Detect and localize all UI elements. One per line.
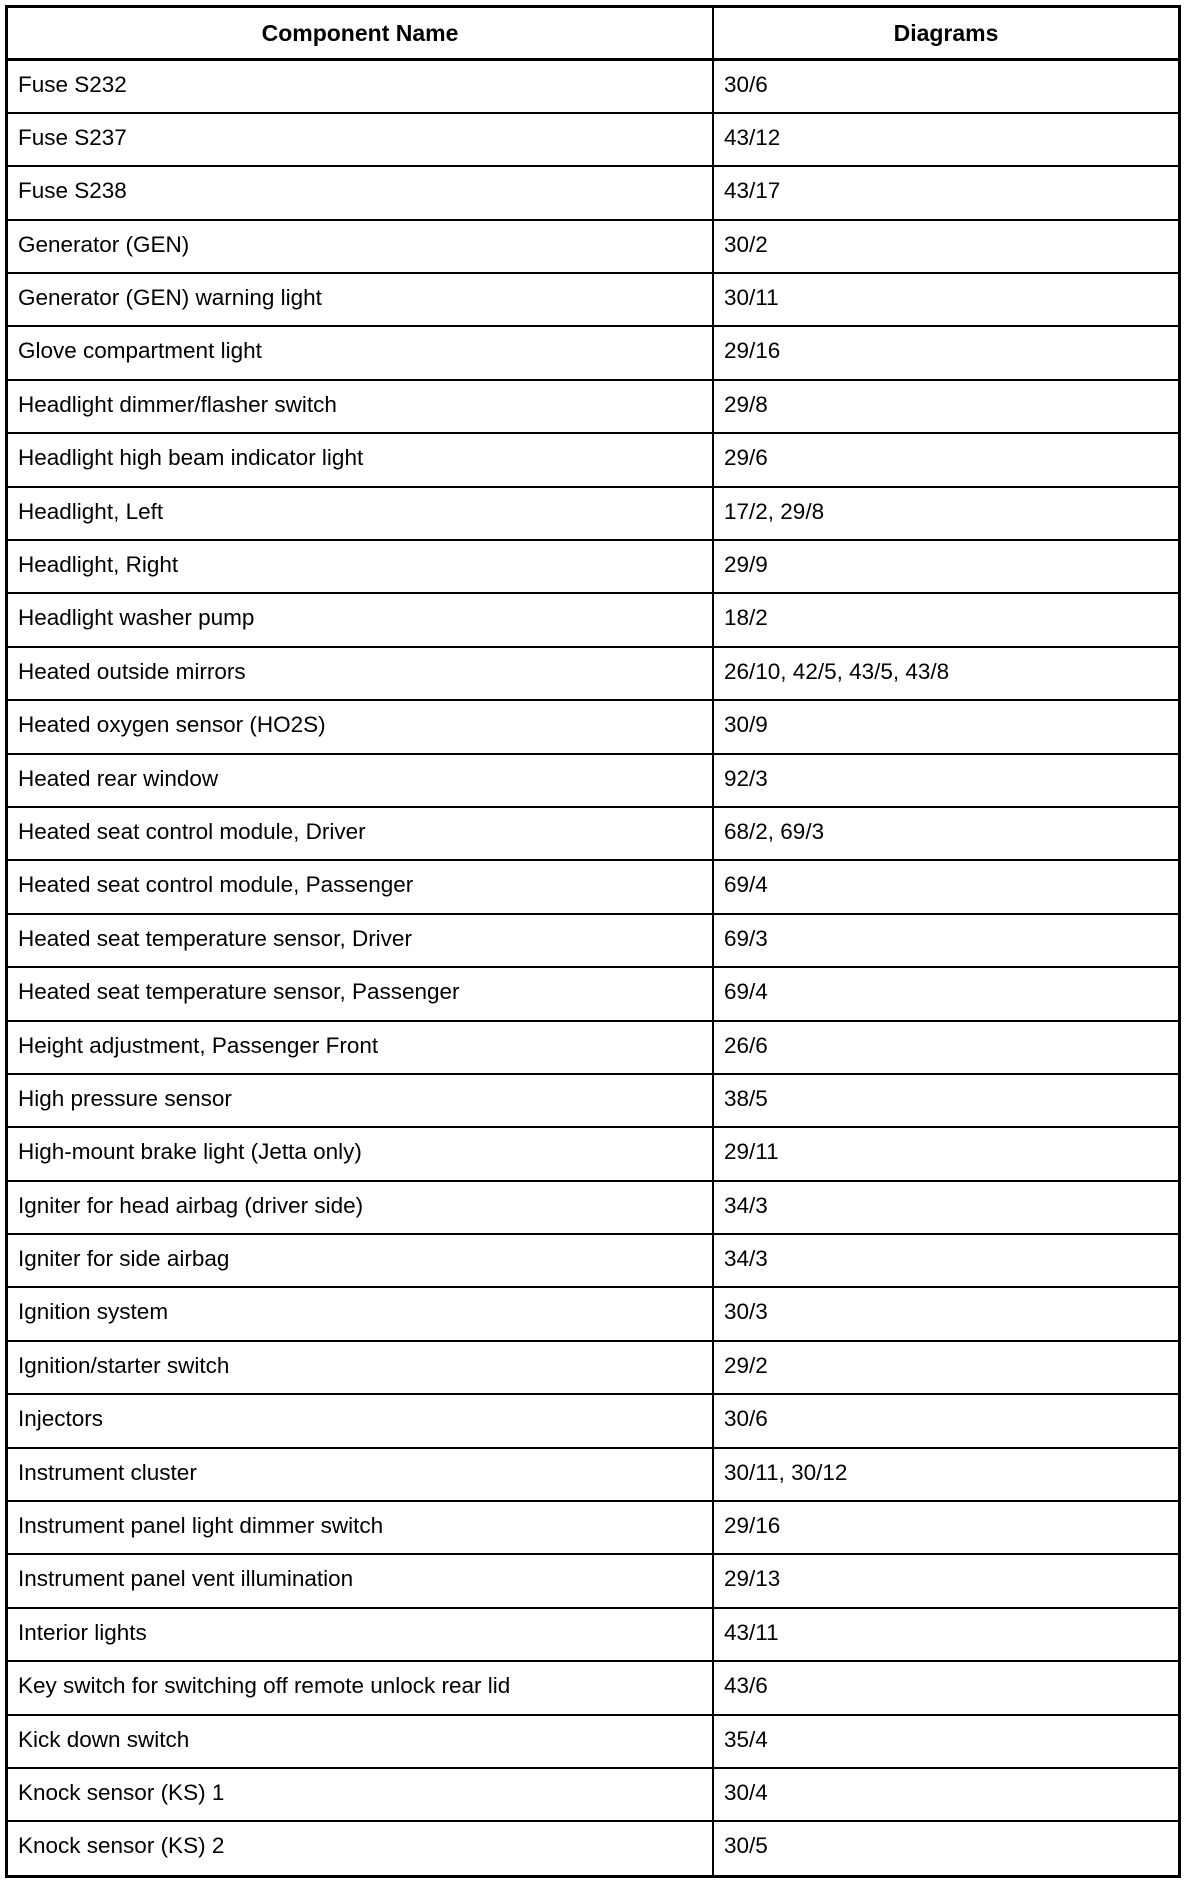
table-header <box>8 8 1178 60</box>
component-name-cell: Headlight washer pump <box>8 593 713 646</box>
diagrams-cell: 26/6 <box>713 1021 1178 1074</box>
component-name-cell: High-mount brake light (Jetta only) <box>8 1127 713 1180</box>
diagrams-cell: 68/2, 69/3 <box>713 807 1178 860</box>
table-row <box>8 914 1178 967</box>
component-name-cell: Heated rear window <box>8 754 713 807</box>
component-name-cell: Heated seat control module, Driver <box>8 807 713 860</box>
component-name-cell: Instrument cluster <box>8 1448 713 1501</box>
diagrams-cell: 38/5 <box>713 1074 1178 1127</box>
diagrams-cell: 29/13 <box>713 1554 1178 1607</box>
table-row <box>8 1821 1178 1875</box>
table-row <box>8 807 1178 860</box>
diagrams-cell: 30/5 <box>724 1833 768 1859</box>
component-name-cell: Heated seat control module, Passenger <box>8 860 713 913</box>
component-name-cell: Headlight, Right <box>8 540 713 593</box>
diagrams-cell: 43/6 <box>713 1661 1178 1714</box>
diagrams-cell: 69/3 <box>713 914 1178 967</box>
diagrams-cell: 30/2 <box>713 220 1178 273</box>
diagrams-cell: 30/6 <box>713 60 1178 113</box>
component-name-cell: Generator (GEN) <box>8 220 713 273</box>
diagrams-cell: 29/16 <box>713 1501 1178 1554</box>
table-row <box>8 1501 1178 1554</box>
component-name-cell: Instrument panel vent illumination <box>8 1554 713 1607</box>
diagrams-cell: 30/11 <box>713 273 1178 326</box>
table-row <box>8 1181 1178 1234</box>
table-row <box>8 1287 1178 1340</box>
table-row <box>8 540 1178 593</box>
table-row <box>8 433 1178 486</box>
table-row <box>8 1074 1178 1127</box>
diagrams-cell: 18/2 <box>713 593 1178 646</box>
component-name-cell: Knock sensor (KS) 2 <box>8 1821 713 1875</box>
table-row <box>8 1127 1178 1180</box>
table-row <box>8 113 1178 166</box>
table-row <box>8 1021 1178 1074</box>
diagrams-cell: 30/3 <box>713 1287 1178 1340</box>
diagrams-cell: 34/3 <box>713 1234 1178 1287</box>
table-row <box>8 1448 1178 1501</box>
header-row <box>8 8 1178 60</box>
diagrams-cell: 69/4 <box>713 967 1178 1020</box>
component-name-cell: Heated seat temperature sensor, Driver <box>8 914 713 967</box>
diagrams-cell: 29/8 <box>713 380 1178 433</box>
table-row <box>8 967 1178 1020</box>
component-name-cell: Generator (GEN) warning light <box>8 273 713 326</box>
diagrams-cell: 26/10, 42/5, 43/5, 43/8 <box>713 647 1178 700</box>
component-name-cell: Ignition/starter switch <box>8 1341 713 1394</box>
component-name-cell: Igniter for side airbag <box>8 1234 713 1287</box>
component-name-cell: High pressure sensor <box>8 1074 713 1127</box>
table-row <box>8 220 1178 273</box>
component-name-cell: Headlight dimmer/flasher switch <box>8 380 713 433</box>
component-name-cell: Fuse S232 <box>8 60 713 113</box>
diagrams-cell: 30/9 <box>713 700 1178 753</box>
column-header-diagrams: Diagrams <box>713 8 1178 60</box>
component-name-cell: Fuse S238 <box>8 166 713 219</box>
column-header-component-name: Component Name <box>8 8 713 60</box>
table-row <box>8 1234 1178 1287</box>
diagrams-cell: 29/2 <box>713 1341 1178 1394</box>
table-row <box>8 487 1178 540</box>
diagrams-cell: 43/12 <box>713 113 1178 166</box>
table-row <box>8 1608 1178 1661</box>
table-row <box>8 380 1178 433</box>
diagrams-cell: 29/6 <box>713 433 1178 486</box>
table-row <box>8 1768 1178 1821</box>
diagrams-cell: 35/4 <box>713 1715 1178 1768</box>
table-row <box>8 754 1178 807</box>
table-row <box>8 647 1178 700</box>
table-row <box>8 1394 1178 1447</box>
diagrams-cell: 29/16 <box>713 326 1178 379</box>
component-name-cell: Ignition system <box>8 1287 713 1340</box>
component-name-cell: Instrument panel light dimmer switch <box>8 1501 713 1554</box>
table-body <box>8 60 1178 1876</box>
table-row <box>8 1341 1178 1394</box>
table-row <box>8 166 1178 219</box>
component-name-cell: Injectors <box>8 1394 713 1447</box>
table-row <box>8 60 1178 113</box>
table-row <box>8 1715 1178 1768</box>
diagrams-cell: 92/3 <box>713 754 1178 807</box>
diagrams-cell: 34/3 <box>713 1181 1178 1234</box>
diagrams-cell: 17/2, 29/8 <box>713 487 1178 540</box>
table-row <box>8 326 1178 379</box>
diagrams-cell: 29/9 <box>713 540 1178 593</box>
table-row <box>8 593 1178 646</box>
component-name-cell: Glove compartment light <box>8 326 713 379</box>
diagrams-cell: 69/4 <box>713 860 1178 913</box>
table-row <box>8 1554 1178 1607</box>
table-row <box>8 860 1178 913</box>
diagrams-cell: 29/11 <box>713 1127 1178 1180</box>
components-table <box>8 8 1178 1875</box>
table-row <box>8 273 1178 326</box>
component-name-cell: Knock sensor (KS) 1 <box>8 1768 713 1821</box>
diagrams-cell: 30/6 <box>713 1394 1178 1447</box>
component-name-cell: Heated outside mirrors <box>8 647 713 700</box>
component-name-cell: Height adjustment, Passenger Front <box>8 1021 713 1074</box>
component-name-cell: Interior lights <box>8 1608 713 1661</box>
table-row <box>8 700 1178 753</box>
table-row <box>8 1661 1178 1714</box>
component-name-cell: Headlight high beam indicator light <box>8 433 713 486</box>
component-name-cell: Kick down switch <box>8 1715 713 1768</box>
component-name-cell: Heated oxygen sensor (HO2S) <box>8 700 713 753</box>
diagrams-cell: 30/4 <box>713 1768 1178 1821</box>
diagrams-cell: 43/17 <box>713 166 1178 219</box>
component-name-cell: Igniter for head airbag (driver side) <box>8 1181 713 1234</box>
component-name-cell: Headlight, Left <box>8 487 713 540</box>
component-diagram-table <box>5 5 1181 1878</box>
component-name-cell: Heated seat temperature sensor, Passenger <box>8 967 713 1020</box>
diagrams-cell: 43/11 <box>713 1608 1178 1661</box>
component-name-cell: Key switch for switching off remote unlock rear lid <box>8 1661 713 1714</box>
component-name-cell: Fuse S237 <box>8 113 713 166</box>
diagrams-cell: 30/11, 30/12 <box>713 1448 1178 1501</box>
